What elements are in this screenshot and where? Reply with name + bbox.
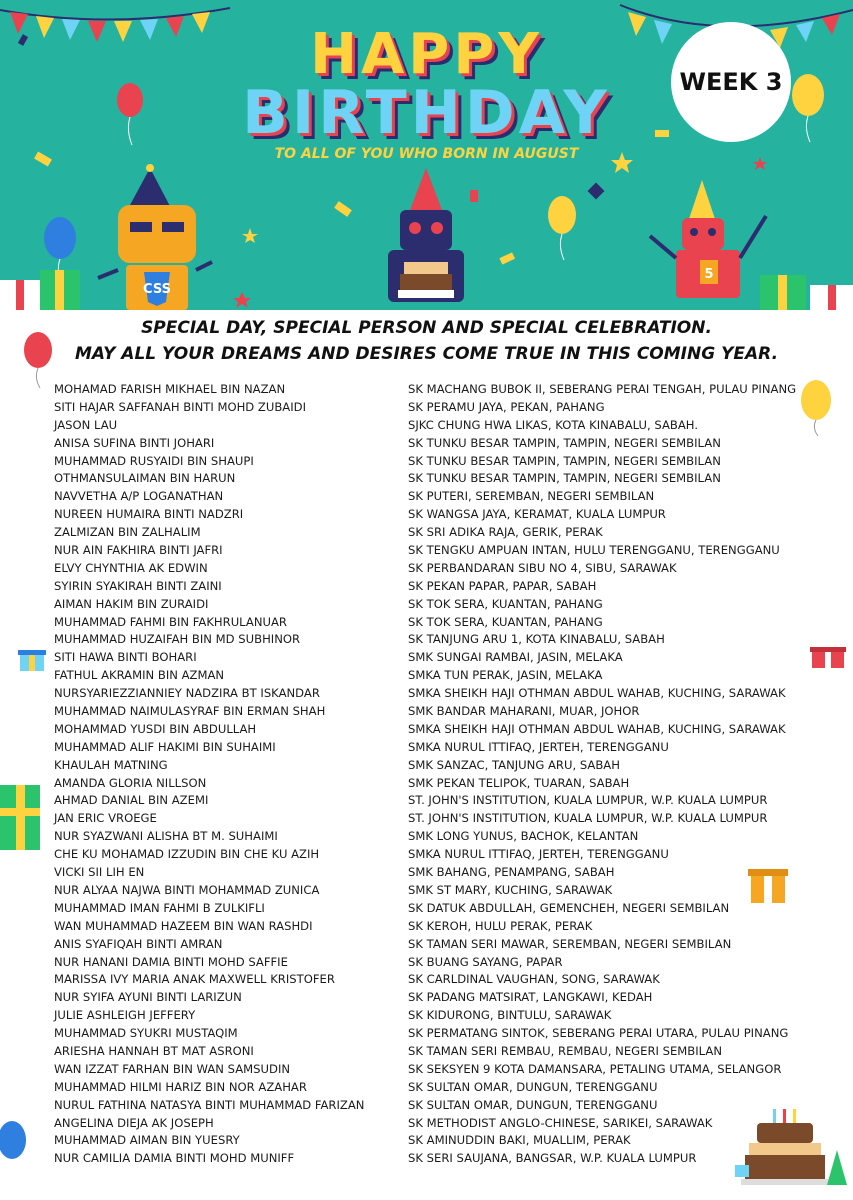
school-name: SK KIDURONG, BINTULU, SARAWAK (408, 1008, 612, 1023)
school-name: SK SULTAN OMAR, DUNGUN, TERENGGANU (408, 1079, 658, 1094)
student-name: ANIS SYAFIQAH BINTI AMRAN (54, 936, 223, 951)
headline-line-2: MAY ALL YOUR DREAMS AND DESIRES COME TRUE IN THIS COMING YEAR. (74, 344, 779, 364)
title-birthday: BIRTHDAY (242, 78, 611, 148)
school-name: SK TANJUNG ARU 1, KOTA KINABALU, SABAH (408, 632, 665, 647)
student-name: OTHMANSULAIMAN BIN HARUN (54, 471, 236, 486)
student-name: MUHAMMAD RUSYAIDI BIN SHAUPI (54, 453, 254, 468)
student-name: SITI HAJAR SAFFANAH BINTI MOHD ZUBAIDI (54, 399, 306, 414)
student-name: NUR SYIFA AYUNI BINTI LARIZUN (54, 990, 242, 1005)
school-name: SMKA SHEIKH HAJI OTHMAN ABDUL WAHAB, KUCHING, SARAWAK (408, 721, 786, 736)
balloon-icon (0, 1120, 30, 1175)
student-name: AIMAN HAKIM BIN ZURAIDI (54, 596, 209, 611)
student-name: SITI HAWA BINTI BOHARI (54, 650, 197, 665)
robot-icon (650, 180, 766, 298)
school-name: SMKA SHEIKH HAJI OTHMAN ABDUL WAHAB, KUCHING, SARAWAK (408, 686, 786, 701)
student-name: NURSYARIEZZIANNIEY NADZIRA BT ISKANDAR (54, 686, 320, 701)
school-name: SK PERBANDARAN SIBU NO 4, SIBU, SARAWAK (408, 560, 677, 575)
student-name: JASON LAU (54, 417, 118, 432)
school-name: SMK LONG YUNUS, BACHOK, KELANTAN (408, 829, 639, 844)
student-name: NAVVETHA A/P LOGANATHAN (54, 489, 224, 504)
student-name: JAN ERIC VROEGE (54, 811, 157, 826)
student-name: MARISSA IVY MARIA ANAK MAXWELL KRISTOFER (54, 972, 335, 987)
student-name: MUHAMMAD SYUKRI MUSTAQIM (54, 1026, 238, 1041)
student-name: JULIE ASHLEIGH JEFFERY (54, 1008, 196, 1023)
html5-badge: 5 (704, 267, 714, 282)
school-name: SK TAMAN SERI REMBAU, REMBAU, NEGERI SEMBILAN (408, 1043, 723, 1058)
student-name: ZALMIZAN BIN ZALHALIM (54, 525, 201, 540)
school-name: SK SERI SAUJANA, BANGSAR, W.P. KUALA LUMPUR (408, 1151, 697, 1166)
school-name: SK WANGSA JAYA, KERAMAT, KUALA LUMPUR (408, 507, 666, 522)
school-name: SMK BAHANG, PENAMPANG, SABAH (408, 865, 615, 880)
student-name: VICKI SII LIH EN (54, 865, 145, 880)
school-name: SMKA NURUL ITTIFAQ, JERTEH, TERENGGANU (408, 847, 669, 862)
school-name: SK CARLDINAL VAUGHAN, SONG, SARAWAK (408, 972, 660, 987)
student-name: ANGELINA DIEJA AK JOSEPH (54, 1115, 214, 1130)
student-name: WAN MUHAMMAD HAZEEM BIN WAN RASHDI (54, 918, 313, 933)
student-name: MOHAMMAD YUSDI BIN ABDULLAH (54, 721, 257, 736)
gift-icon (760, 275, 853, 310)
school-name: SK METHODIST ANGLO-CHINESE, SARIKEI, SARAWAK (408, 1115, 713, 1130)
robot-icon (388, 168, 464, 302)
school-name: SK KEROH, HULU PERAK, PERAK (408, 918, 593, 933)
school-name: SK PERAMU JAYA, PEKAN, PAHANG (408, 399, 605, 414)
school-name: SK TAMAN SERI MAWAR, SEREMBAN, NEGERI SEMBILAN (408, 936, 732, 951)
banner-subtitle: TO ALL OF YOU WHO BORN IN AUGUST (274, 146, 579, 162)
student-name: MUHAMMAD HUZAIFAH BIN MD SUBHINOR (54, 632, 301, 647)
school-name: SJKC CHUNG HWA LIKAS, KOTA KINABALU, SABAH. (408, 417, 699, 432)
school-name: SK SULTAN OMAR, DUNGUN, TERENGGANU (408, 1097, 658, 1112)
school-name: SMK ST MARY, KUCHING, SARAWAK (408, 882, 613, 897)
student-name: MUHAMMAD NAIMULASYRAF BIN ERMAN SHAH (54, 704, 326, 719)
school-name: SK TUNKU BESAR TAMPIN, TAMPIN, NEGERI SEMBILAN (408, 453, 721, 468)
student-name: NUR CAMILIA DAMIA BINTI MOHD MUNIFF (54, 1151, 295, 1166)
student-name: WAN IZZAT FARHAN BIN WAN SAMSUDIN (54, 1061, 291, 1076)
student-name: FATHUL AKRAMIN BIN AZMAN (54, 668, 225, 683)
robot-icon (98, 164, 212, 310)
student-name: NURUL FATHINA NATASYA BINTI MUHAMMAD FARIZAN (54, 1097, 365, 1112)
student-name: AHMAD DANIAL BIN AZEMI (54, 793, 209, 808)
title-happy: HAPPY (310, 22, 543, 87)
names-list (54, 381, 392, 1168)
school-name: SK TENGKU AMPUAN INTAN, HULU TERENGGANU, TERENGGANU (408, 543, 780, 558)
school-name: SMK BANDAR MAHARANI, MUAR, JOHOR (408, 704, 640, 719)
student-name: ANISA SUFINA BINTI JOHARI (54, 435, 215, 450)
school-name: SMKA TUN PERAK, JASIN, MELAKA (408, 668, 603, 683)
school-name: SK PUTERI, SEREMBAN, NEGERI SEMBILAN (408, 489, 655, 504)
student-name: NUR ALYAA NAJWA BINTI MOHAMMAD ZUNICA (54, 882, 320, 897)
student-name: MUHAMMAD ALIF HAKIMI BIN SUHAIMI (54, 739, 276, 754)
school-name: SK TUNKU BESAR TAMPIN, TAMPIN, NEGERI SEMBILAN (408, 471, 721, 486)
school-name: SK SRI ADIKA RAJA, GERIK, PERAK (408, 525, 603, 540)
school-name: SK TOK SERA, KUANTAN, PAHANG (408, 596, 603, 611)
headline-line-1: SPECIAL DAY, SPECIAL PERSON AND SPECIAL CELEBRATION. (141, 318, 712, 338)
student-name: AMANDA GLORIA NILLSON (54, 775, 207, 790)
gift-icon (0, 770, 44, 855)
student-name: MUHAMMAD FAHMI BIN FAKHRULANUAR (54, 614, 287, 629)
student-name: NUR AIN FAKHIRA BINTI JAFRI (54, 543, 223, 558)
student-name: NUREEN HUMAIRA BINTI NADZRI (54, 507, 244, 522)
student-name: CHE KU MOHAMAD IZZUDIN BIN CHE KU AZIH (54, 847, 320, 862)
gift-icon (0, 270, 80, 310)
school-name: SK TUNKU BESAR TAMPIN, TAMPIN, NEGERI SEMBILAN (408, 435, 721, 450)
student-name: MUHAMMAD AIMAN BIN YUESRY (54, 1133, 240, 1148)
student-name: MUHAMMAD IMAN FAHMI B ZULKIFLI (54, 900, 265, 915)
school-name: SK PADANG MATSIRAT, LANGKAWI, KEDAH (408, 990, 653, 1005)
student-name: MOHAMAD FARISH MIKHAEL BIN NAZAN (54, 382, 286, 396)
school-name: SMK SUNGAI RAMBAI, JASIN, MELAKA (408, 650, 623, 665)
student-name: NUR SYAZWANI ALISHA BT M. SUHAIMI (54, 829, 278, 844)
schools-list (408, 381, 816, 1168)
school-name: ST. JOHN'S INSTITUTION, KUALA LUMPUR, W.P. KUALA LUMPUR (408, 793, 768, 808)
school-name: SK PERMATANG SINTOK, SEBERANG PERAI UTARA, PULAU PINANG (408, 1026, 789, 1041)
student-name: ARIESHA HANNAH BT MAT ASRONI (54, 1043, 254, 1058)
school-name: SK AMINUDDIN BAKI, MUALLIM, PERAK (408, 1133, 631, 1148)
student-name: MUHAMMAD HILMI HARIZ BIN NOR AZAHAR (54, 1079, 307, 1094)
school-name: SMK SANZAC, TANJUNG ARU, SABAH (408, 757, 620, 772)
school-name: SK DATUK ABDULLAH, GEMENCHEH, NEGERI SEMBILAN (408, 900, 730, 915)
birthday-banner (0, 0, 853, 310)
student-name: NUR HANANI DAMIA BINTI MOHD SAFFIE (54, 954, 288, 969)
school-name: ST. JOHN'S INSTITUTION, KUALA LUMPUR, W.P. KUALA LUMPUR (408, 811, 768, 826)
school-name: SMK PEKAN TELIPOK, TUARAN, SABAH (408, 775, 630, 790)
student-name: SYIRIN SYAKIRAH BINTI ZAINI (54, 578, 222, 593)
balloon-icon (548, 196, 576, 260)
school-name: SK BUANG SAYANG, PAPAR (408, 954, 563, 969)
school-name: SK MACHANG BUBOK II, SEBERANG PERAI TENGAH, PULAU PINANG (408, 382, 797, 396)
school-name: SK PEKAN PAPAR, PAPAR, SABAH (408, 578, 597, 593)
school-name: SK TOK SERA, KUANTAN, PAHANG (408, 614, 603, 629)
student-name: KHAULAH MATNING (54, 757, 168, 772)
school-name: SK SEKSYEN 9 KOTA DAMANSARA, PETALING UTAMA, SELANGOR (408, 1061, 782, 1076)
school-name: SMKA NURUL ITTIFAQ, JERTEH, TERENGGANU (408, 739, 669, 754)
week-badge: WEEK 3 (671, 22, 791, 142)
gift-icon (18, 645, 46, 673)
student-name: ELVY CHYNTHIA AK EDWIN (54, 560, 208, 575)
css-badge: CSS (143, 282, 171, 297)
